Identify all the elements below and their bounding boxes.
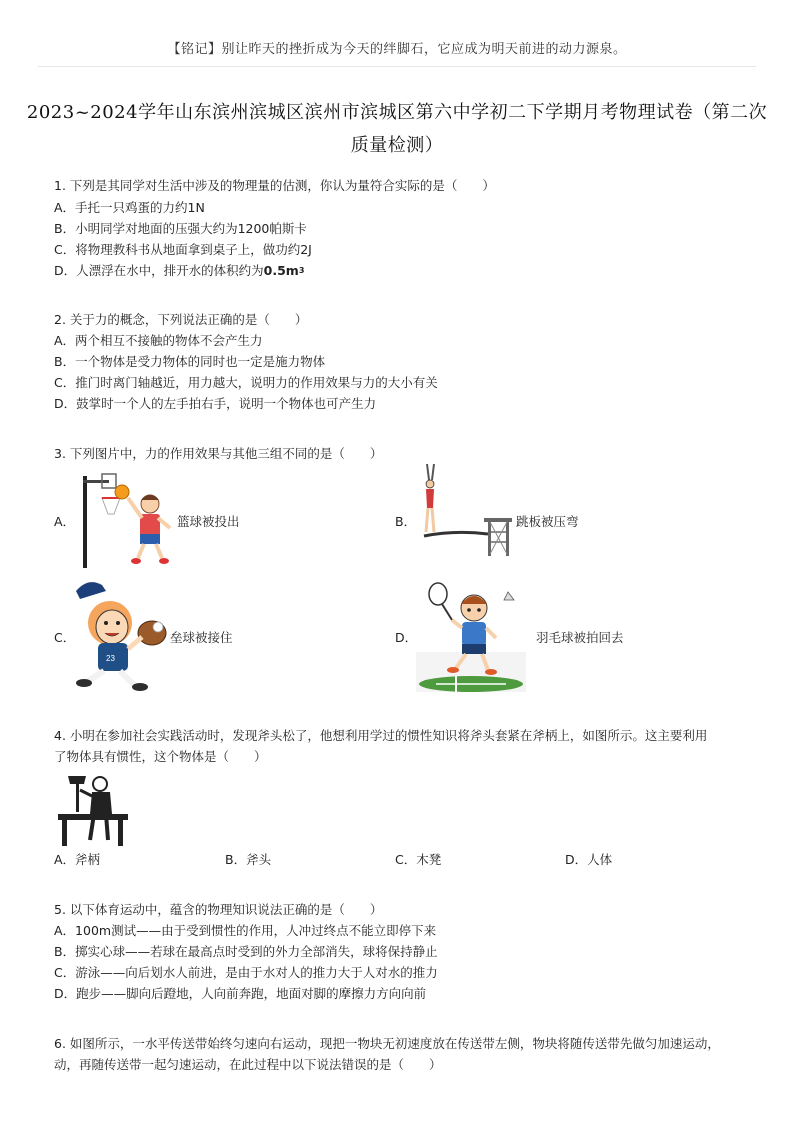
- q1-option-d: [54, 263, 304, 279]
- q5-option-d: D．跑步——脚向后蹬地，人向前奔跑，地面对脚的摩擦力方向向前: [54, 986, 427, 1001]
- q3-option-b-caption: 跳板被压弯: [516, 514, 579, 529]
- q1-option-d-value: 0.5m: [263, 263, 299, 278]
- q3-option-d-letter: D．: [395, 630, 418, 645]
- q4-option-c: C．木凳: [395, 852, 442, 867]
- header-divider: [38, 66, 756, 67]
- q3-option-b-letter: B．: [395, 514, 417, 529]
- q1-option-a: A．手托一只鸡蛋的力约1N: [54, 200, 205, 215]
- q1-option-d-sup: 3: [298, 266, 305, 275]
- q4-option-b: B．斧头: [225, 852, 272, 867]
- q2-option-d: D．鼓掌时一个人的左手拍右手，说明一个物体也可产生力: [54, 396, 377, 411]
- q5-stem: 5. 以下体育运动中，蕴含的物理知识说法正确的是（ ）: [54, 902, 383, 917]
- diving-board-illustration: [410, 462, 520, 558]
- doc-title-line1: 2023~2024学年山东滨州滨城区滨州市滨城区第六中学初二下学期月考物理试卷（第二次: [26, 102, 768, 123]
- q5-option-a: A．100m测试——由于受到惯性的作用，人冲过终点不能立即停下来: [54, 923, 437, 938]
- q3-option-c-caption: 垒球被接住: [170, 630, 233, 645]
- softball-catcher-illustration: [72, 577, 172, 693]
- q4-option-d: D．人体: [565, 852, 613, 867]
- q6-stem-line2: 动，再随传送带一起匀速运动，在此过程中以下说法错误的是（ ）: [54, 1057, 442, 1072]
- q1-option-d-text: D．人漂浮在水中，排开水的体积约为: [54, 263, 264, 278]
- q4-stem-line2: 了物体具有惯性，这个物体是（ ）: [54, 749, 267, 764]
- q2-option-b: B．一个物体是受力物体的同时也一定是施力物体: [54, 354, 326, 369]
- q6-stem-line1: 6. 如图所示，一水平传送带始终匀速向右运动，现把一物块无初速度放在传送带左侧，物块将随传送带先做匀加速运动，: [54, 1036, 720, 1051]
- header-motto: 【铭记】别让昨天的挫折成为今天的绊脚石，它应成为明天前进的动力源泉。: [167, 42, 627, 57]
- q2-stem: 2. 关于力的概念，下列说法正确的是（ ）: [54, 312, 308, 327]
- q5-option-b: B．掷实心球——若球在最高点时受到的外力全部消失，球将保持静止: [54, 944, 438, 959]
- q2-option-a: A．两个相互不接触的物体不会产生力: [54, 333, 263, 348]
- doc-title-line2: 质量检测）: [350, 135, 444, 156]
- q3-stem: 3. 下列图片中，力的作用效果与其他三组不同的是（ ）: [54, 446, 383, 461]
- q3-option-c-letter: C．: [54, 630, 76, 645]
- q3-option-a-letter: A．: [54, 514, 76, 529]
- q4-option-a: A．斧柄: [54, 852, 101, 867]
- svg-text:23: 23: [106, 654, 115, 663]
- badminton-player-illustration: [416, 580, 526, 692]
- q1-option-c: C．将物理教科书从地面拿到桌子上，做功约2J: [54, 242, 312, 257]
- basketball-player-illustration: [80, 472, 176, 568]
- q4-stem-line1: 4. 小明在参加社会实践活动时，发现斧头松了，他想利用学过的惯性知识将斧头套紧在斧柄上，如图所示。这主要利用: [54, 728, 708, 743]
- q2-option-c: C．推门时离门轴越近，用力越大，说明力的作用效果与力的大小有关: [54, 375, 438, 390]
- axe-on-bench-illustration: [54, 770, 132, 848]
- q1-stem: 1. 下列是其同学对生活中涉及的物理量的估测，你认为量符合实际的是（ ）: [54, 178, 495, 193]
- q5-option-c: C．游泳——向后划水人前进，是由于水对人的推力大于人对水的推力: [54, 965, 438, 980]
- q1-option-b: B．小明同学对地面的压强大约为1200帕斯卡: [54, 221, 307, 236]
- q3-option-a-caption: 篮球被投出: [177, 514, 240, 529]
- q3-option-d-caption: 羽毛球被拍回去: [536, 630, 624, 645]
